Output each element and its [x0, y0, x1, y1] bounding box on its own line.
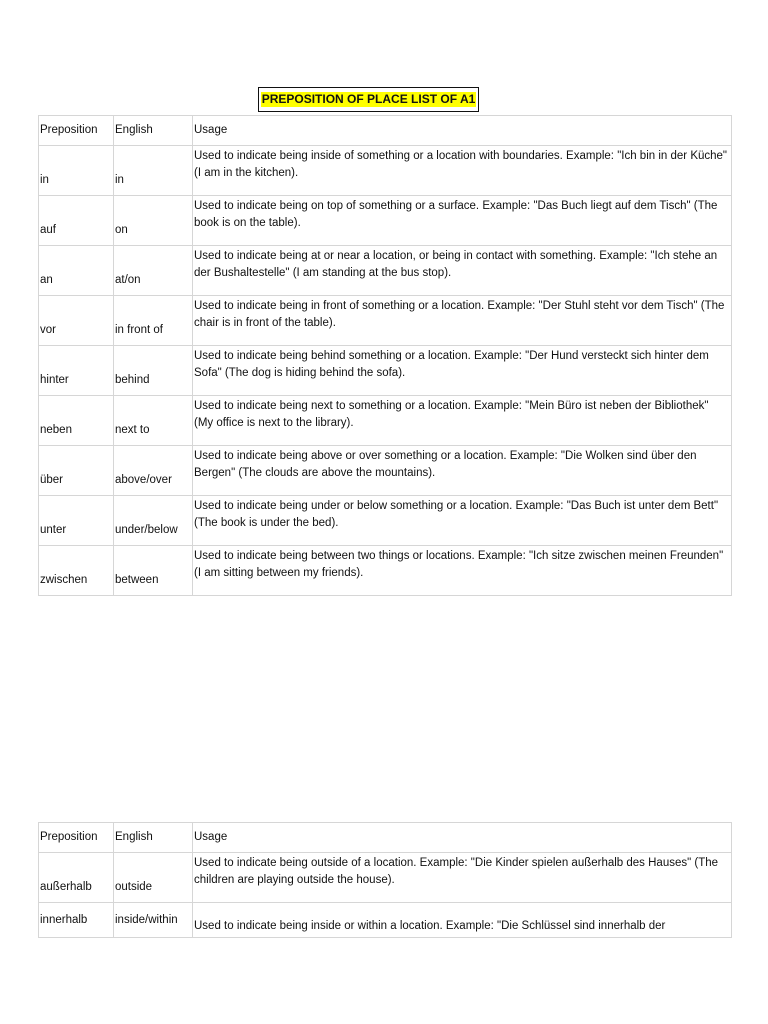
usage-cell: Used to indicate being above or over something or a location. Example: "Die Wolken sind über den Bergen" (The clouds are above the mountains).	[193, 446, 732, 496]
preposition-cell: vor	[39, 296, 114, 346]
header-english: English	[114, 116, 193, 146]
table-row	[39, 396, 732, 446]
table-row	[39, 446, 732, 496]
english-cell: under/below	[114, 496, 193, 546]
table-row	[39, 246, 732, 296]
preposition-cell: in	[39, 146, 114, 196]
english-cell: inside/within	[114, 903, 193, 938]
usage-cell: Used to indicate being next to something or a location. Example: "Mein Büro ist neben der Bibliothek" (My office is next to the library).	[193, 396, 732, 446]
preposition-cell: hinter	[39, 346, 114, 396]
header-preposition: Preposition	[39, 116, 114, 146]
prepositions-table-2	[38, 822, 732, 938]
usage-cell: Used to indicate being under or below something or a location. Example: "Das Buch ist unter dem Bett" (The book is under the bed).	[193, 496, 732, 546]
english-cell: at/on	[114, 246, 193, 296]
usage-cell: Used to indicate being inside or within a location. Example: "Die Schlüssel sind innerhalb der	[193, 903, 732, 938]
table-row	[39, 346, 732, 396]
table-row	[39, 296, 732, 346]
english-cell: in front of	[114, 296, 193, 346]
usage-cell: Used to indicate being in front of something or a location. Example: "Der Stuhl steht vor dem Tisch" (The chair is in front of the table).	[193, 296, 732, 346]
header-preposition: Preposition	[39, 823, 114, 853]
page-title-box	[258, 87, 479, 112]
usage-cell: Used to indicate being inside of something or a location with boundaries. Example: "Ich bin in der Küche" (I am in the kitchen).	[193, 146, 732, 196]
preposition-cell: neben	[39, 396, 114, 446]
table-row	[39, 903, 732, 938]
usage-cell: Used to indicate being at or near a location, or being in contact with something. Example: "Ich stehe an der Bushaltestelle" (I am standing at the bus stop).	[193, 246, 732, 296]
table-header-row	[39, 823, 732, 853]
page-title: PREPOSITION OF PLACE LIST OF A1	[261, 92, 476, 106]
preposition-cell: auf	[39, 196, 114, 246]
table-row	[39, 196, 732, 246]
preposition-cell: an	[39, 246, 114, 296]
header-usage: Usage	[193, 116, 732, 146]
usage-cell: Used to indicate being outside of a location. Example: "Die Kinder spielen außerhalb des Hauses" (The children are playing outside the house).	[193, 853, 732, 903]
english-cell: between	[114, 546, 193, 596]
table-row	[39, 853, 732, 903]
header-english: English	[114, 823, 193, 853]
usage-cell: Used to indicate being between two things or locations. Example: "Ich sitze zwischen meinen Freunden" (I am sitting between my friends).	[193, 546, 732, 596]
english-cell: in	[114, 146, 193, 196]
usage-cell: Used to indicate being behind something or a location. Example: "Der Hund versteckt sich hinter dem Sofa" (The dog is hiding behind the sofa).	[193, 346, 732, 396]
table-row	[39, 496, 732, 546]
preposition-cell: innerhalb	[39, 903, 114, 938]
table-row	[39, 146, 732, 196]
preposition-cell: außerhalb	[39, 853, 114, 903]
english-cell: behind	[114, 346, 193, 396]
english-cell: above/over	[114, 446, 193, 496]
english-cell: next to	[114, 396, 193, 446]
table-row	[39, 546, 732, 596]
table-header-row	[39, 116, 732, 146]
header-usage: Usage	[193, 823, 732, 853]
preposition-cell: unter	[39, 496, 114, 546]
preposition-cell: über	[39, 446, 114, 496]
english-cell: on	[114, 196, 193, 246]
english-cell: outside	[114, 853, 193, 903]
usage-cell: Used to indicate being on top of something or a surface. Example: "Das Buch liegt auf dem Tisch" (The book is on the table).	[193, 196, 732, 246]
preposition-cell: zwischen	[39, 546, 114, 596]
prepositions-table-1	[38, 115, 732, 596]
